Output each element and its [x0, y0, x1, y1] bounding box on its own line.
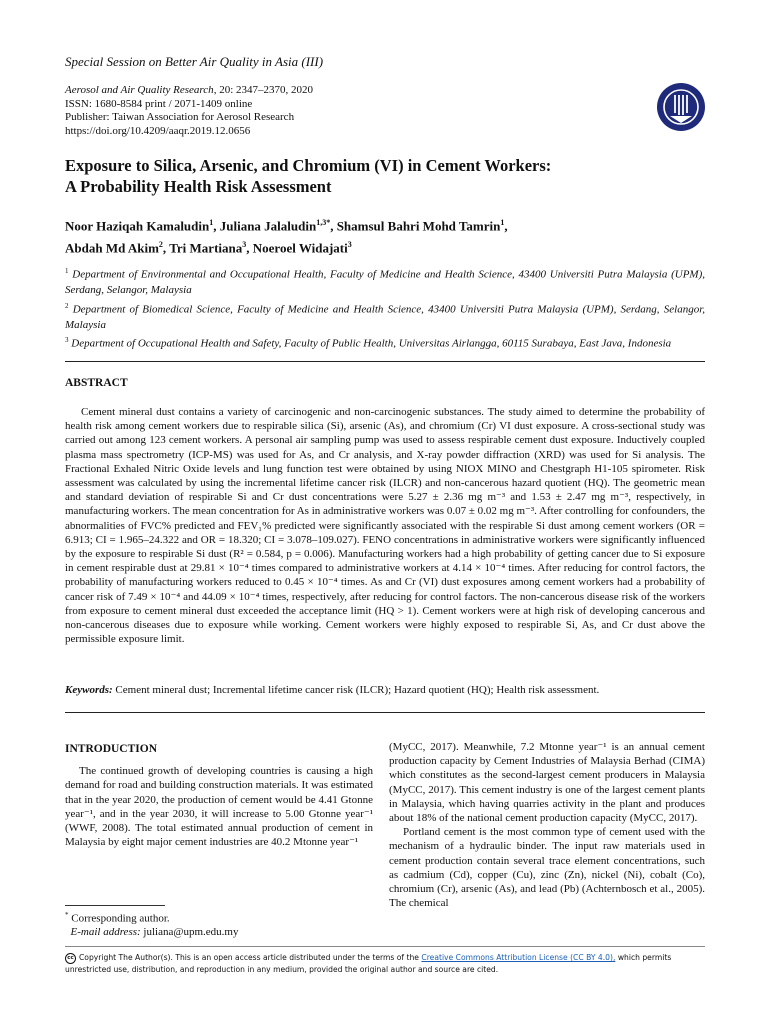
author-affil-sup: 3 — [242, 240, 247, 250]
cc-license-link[interactable]: Creative Commons Attribution License (CC BY 4.0), — [421, 953, 616, 962]
journal-metadata — [65, 84, 313, 138]
title-line-1: Exposure to Silica, Arsenic, and Chromium (VI) in Cement Workers: — [65, 156, 552, 175]
cc-icon: cc — [65, 953, 76, 964]
author-name: Noeroel Widajati — [252, 240, 348, 256]
keywords-label: Keywords: — [65, 684, 113, 696]
keywords-text: Cement mineral dust; Incremental lifetime cancer risk (ILCR); Hazard quotient (HQ); Health risk assessment. — [115, 684, 600, 696]
taar-logo-icon — [656, 82, 706, 132]
author-affil-sup: 1 — [209, 218, 214, 227]
email-label: E-mail address: — [70, 926, 141, 939]
license-notice — [65, 952, 715, 976]
issn: ISSN: 1680-8584 print / 2071-1409 online — [65, 97, 253, 110]
abstract-heading: ABSTRACT — [65, 377, 128, 389]
author-name: Abdah Md Akim — [65, 240, 159, 256]
author-name: Noor Haziqah Kamaludin — [65, 218, 210, 234]
special-session-label: Special Session on Better Air Quality in Asia (III) — [65, 54, 324, 69]
doi-link[interactable]: https://doi.org/10.4209/aaqr.2019.12.0656 — [65, 124, 251, 137]
left-column — [65, 742, 373, 849]
email-address[interactable]: juliana@upm.edu.my — [143, 926, 239, 939]
keywords — [65, 684, 705, 696]
author-name: Shamsul Bahri Mohd Tamrin — [336, 218, 501, 234]
corresponding-author-footnote: * Corresponding author. E-mail address: juliana@upm.edu.my — [65, 911, 239, 939]
paragraph: (MyCC, 2017). Meanwhile, 7.2 Mtonne year⁻¹ is an annual cement production capacity by Cement Industries of Malaysia Berhad (CIMA) which constitutes as the second-largest cement producers in Malaysia (MyCC, 2017). This cement industry is one of the largest cement plants in Malaysia, which having quarries activity in the plant and produces about 18% of the national cement production capacity (MyCC, 2017). — [389, 741, 705, 825]
footnote-divider — [65, 905, 165, 906]
author-list: Noor Haziqah Kamaludin$^1$, Juliana Jalaludin$^{1,3*}$, Shamsul Bahri Mohd Tamrin$^1$, Abdah Md Akim$^2$, Tri Martiana$^3$, Noeroel Widajati$^3$ — [65, 218, 508, 256]
affiliation-3: $^3$ Department of Occupational Health and Safety, Faculty of Public Health, Universitas Airlangga, 60115 Surabaya, East Java, Indonesia — [65, 336, 672, 350]
affiliations — [65, 264, 705, 352]
paragraph: The continued growth of developing countries is causing a high demand for road and building construction materials. It was estimated that in the year 2020, the production of cement would be 4.41 Gtonne year⁻¹, and in the year 2030, it will increase to 5.00 Gtonne year⁻¹ (WWF, 2008). The total estimated annual production of cement in Malaysia by eight major cement industries are 40.2 Mtonne year⁻¹ — [65, 765, 373, 849]
author-affil-sup: 1 — [500, 218, 505, 227]
publisher: Publisher: Taiwan Association for Aerosol Research — [65, 111, 295, 123]
author-affil-sup: 1,3* — [316, 218, 331, 227]
author-name: Juliana Jalaludin — [219, 218, 317, 234]
introduction-heading: INTRODUCTION — [65, 743, 158, 755]
license-post: which permits unrestricted use, distribution, and reproduction in any medium, provided the original author and source are cited. — [65, 953, 672, 974]
affiliation-2: $^2$ Department of Biomedical Science, Faculty of Medicine and Health Science, 43400 Universiti Putra Malaysia (UPM), Serdang, Selangor, Malaysia — [65, 301, 706, 331]
right-column — [389, 740, 705, 910]
article-title — [65, 155, 725, 197]
license-pre: Copyright The Author(s). This is an open access article distributed under the terms of the — [79, 953, 419, 962]
author-affil-sup: 2 — [158, 240, 163, 250]
divider — [65, 712, 705, 713]
author-affil-sup: 3 — [347, 240, 352, 250]
affiliation-1: $^1$ Department of Environmental and Occupational Health, Faculty of Medicine and Health Science, 43400 Universiti Putra Malaysia (UPM), Serdang, Selangor, Malaysia — [65, 267, 705, 297]
abstract-text: Cement mineral dust contains a variety of carcinogenic and non-carcinogenic substances. The study aimed to determine the probability of health risk among cement workers due to respirable silica (Si), arsenic (As), and chromium (Cr) VI dust exposure. A cross-sectional study was carried out among 123 cement workers. A personal air sampling pump was used to assess respirable cement dust exposure. Inductively coupled plasma mass spectrometry (ICP-MS) was used for As, and Cr analysis, and X-ray powder diffraction (XRD) was used for Si analysis. The Fractional Exhaled Nitric Oxide levels and lung function test were obtained by using NIOX MINO and Chestgraph H1-105 spirometer. Risk assessment was calculated by using the incremental lifetime cancer risk (ILCR) and non-cancerous hazard quotient (HQ). The geometric mean and standard deviation of respirable Si and Cr dust concentrations were 5.27 ± 2.36 mg m⁻³ and 1.53 ± 2.47 mg m⁻³, respectively, in manufacturing workers. The mean concentration for As in administrative workers was 0.07 ± 0.02 mg m⁻³. After controlling for confounders, the abnormalities of FVC% predicted and FEV₁% predicted were significantly associated with the respirable Si dust among cement workers (OR = 6.913; CI = 1.965–24.322 and OR = 18.320; CI = 3.078–109.027). FENO concentrations in administrative workers were significantly influenced by the exposure to respirable Si dust (R² = 0.584, p = 0.006). Manufacturing workers had a high probability of getting cancer due to Si exposure in cement respirable dust at 29.81 × 10⁻⁴ times compared to administrative workers at 4.14 × 10⁻⁴ times. After reducing for control factors, the probability of manufacturing workers reduced to 0.45 × 10⁻⁴ times. As and Cr (VI) dust exposures among cement workers had a probability of cancer risk of 7.49 × 10⁻⁴ and 44.09 × 10⁻⁴ times, respectively, after reducing for control factors. The non-cancerous disease risk of the workers from exposure to cement mineral dust exceeded the acceptance limit (HQ > 1). Cement workers were at high risk of developing cancerous and non-cancerous diseases due to exposure while working. Cement workers were highly exposed to respirable Si, As, and Cr dust above the permissible exposure limit. — [65, 406, 705, 646]
journal-name: Aerosol and Air Quality Research — [65, 84, 214, 96]
title-line-2: A Probability Health Risk Assessment — [65, 177, 332, 196]
divider — [65, 946, 705, 947]
divider — [65, 361, 705, 362]
author-name: Tri Martiana — [169, 240, 243, 256]
journal-volume: , 20: 2347–2370, 2020 — [213, 84, 313, 96]
paragraph: Portland cement is the most common type of cement used with the mechanism of a hydraulic binder. The input raw materials used in cement production contain several trace element concentrations, such as cadmium (Cd), copper (Cu), zinc (Zn), nickel (Ni), cobalt (Co), chromium (Cr), arsenic (As), and lead (Pb) (Achternbosch et al., 2005). The chemical — [389, 826, 705, 910]
